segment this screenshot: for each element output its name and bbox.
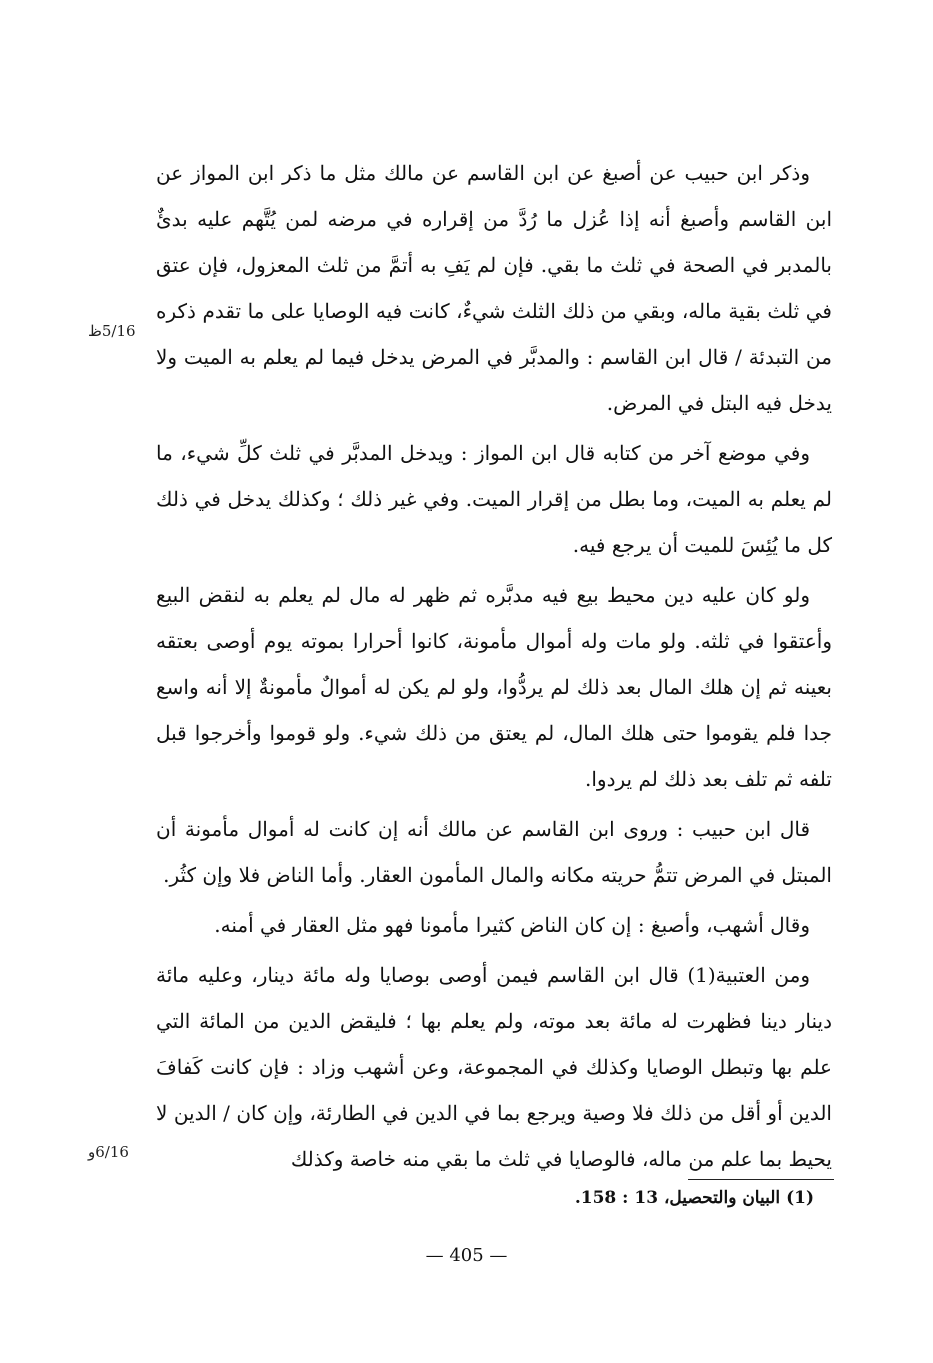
main-text	[156, 150, 832, 1182]
paragraph-4: قال ابن حبيب : وروى ابن القاسم عن مالك أنه إن كانت له أموال مأمونة أن المبتل في المرض تتمُّ حريته مكانه والمال المأمون العقار. وأما الناض فلا وإن كثُر.	[156, 817, 832, 887]
margin-note-folio-1: 5/16ظ	[88, 322, 136, 340]
footnote: (1) البيان والتحصيل، 13 : 158.	[574, 1188, 814, 1208]
margin-note-folio-2: 6/16و	[88, 1143, 129, 1161]
paragraph-1: وذكر ابن حبيب عن أصبغ عن ابن القاسم عن مالك مثل ما ذكر ابن المواز عن ابن القاسم وأصبغ أنه إذا عُزل ما رُدَّ من إقراره في مرضه لمن يُتَّهم عليه بدئٌ بالمدبر في الصحة في ثلث ما بقي. فإن لم يَفِ به أتمَّ من ثلث المعزول، فإن عتق في ثلث بقية ماله، وبقي من ذلك الثلث شيءٌ، كانت فيه الوصايا على ما تقدم ذكره من التبدئة / قال ابن القاسم : والمدبَّر في المرض يدخل فيما لم يعلم به الميت ولا يدخل فيه البتل في المرض.	[156, 161, 832, 415]
page-number: — 405 —	[425, 1245, 508, 1266]
paragraph-2: وفي موضع آخر من كتابه قال ابن المواز : ويدخل المدبَّر في ثلث كلِّ شيء، ما لم يعلم به الميت، وما بطل من إقرار الميت. وفي غير ذلك ؛ وكذلك يدخل في ذلك كل ما يُئِسَ للميت أن يرجع فيه.	[156, 441, 832, 557]
paragraph-6: ومن العتبية(1) قال ابن القاسم فيمن أوصى بوصايا وله مائة دينار، وعليه مائة دينار دينا فظهرت له مائة بعد موته، ولم يعلم بها ؛ فليقض الدين من المائة التي علم بها وتبطل الوصايا وكذلك في المجموعة، وعن أشهب وزاد : فإن كانت كَفافَ الدين أو أقل من ذلك فلا وصية ويرجع بما في الدين في الطارئة، وإن كان / الدين لا يحيط بما علم من ماله، فالوصايا في ثلث ما بقي منه خاصة وكذلك	[156, 963, 832, 1171]
paragraph-3: ولو كان عليه دين محيط بيع فيه مدبَّره ثم ظهر له مال لم يعلم به لنقض البيع وأعتقوا في ثلثه. ولو مات وله أموال مأمونة، كانوا أحرارا بموته يوم أوصى بعتقه بعينه ثم إن هلك المال بعد ذلك لم يردُّوا، ولو لم يكن له أموالٌ مأمونةٌ إلا أنه واسع جدا فلم يقوموا حتى هلك المال، لم يعتق من ذلك شيء. ولو قوموا وأخرجوا قبل تلفه ثم تلف بعد ذلك لم يردوا.	[156, 583, 832, 791]
footnote-divider	[688, 1179, 834, 1180]
paragraph-5: وقال أشهب، وأصبغ : إن كان الناض كثيرا مأمونا فهو مثل العقار في أمنه.	[214, 913, 810, 937]
